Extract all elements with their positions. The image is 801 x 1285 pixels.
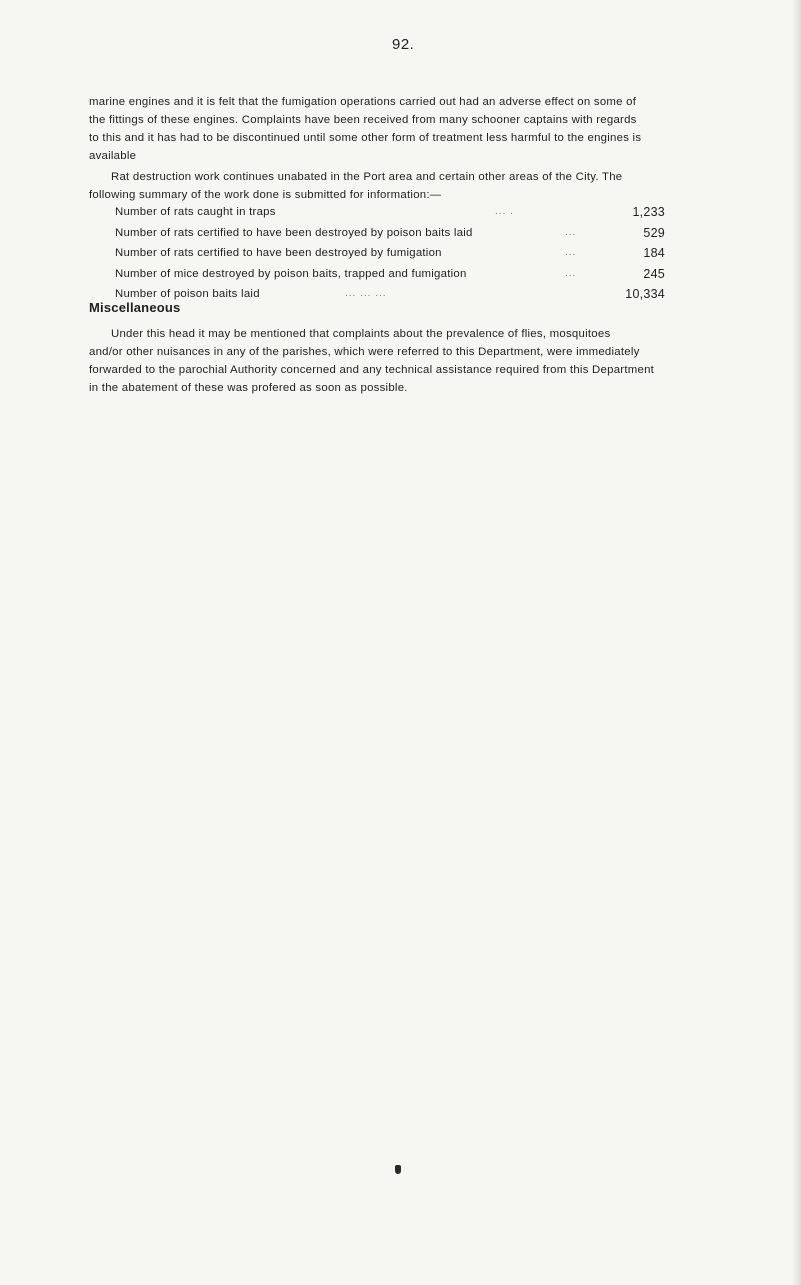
summary-leader: ... [565,267,577,279]
paragraph-miscellaneous [89,325,739,397]
summary-value: 245 [643,266,665,281]
paragraph-line: marine engines and it is felt that the fumigation operations carried out had an adverse effect on some of [89,96,637,108]
paragraph-line: forwarded to the parochial Authority concerned and any technical assistance required from this Department [89,364,655,376]
summary-leader: ... ... ... [345,288,387,299]
paragraph-line: Under this head it may be mentioned that complaints about the prevalence of flies, mosquitoes [111,328,611,340]
summary-value: 10,334 [625,287,665,301]
paragraph-line: and/or other nuisances in any of the parishes, which were referred to this Department, were immediately [89,346,640,358]
summary-label: Number of rats certified to have been destroyed by fumigation [115,247,442,259]
summary-value: 184 [643,246,665,260]
ink-mark [395,1165,401,1174]
summary-leader: ... [565,226,577,238]
page-edge-shadow [792,0,801,1285]
summary-value: 529 [643,225,665,240]
summary-value: 1,233 [632,205,665,219]
paragraph-line: available [89,150,137,162]
paragraph-fumigation [89,93,739,165]
paragraph-line: to this and it has had to be discontinued until some other form of treatment less harmful to the engines is [89,132,642,144]
summary-label: Number of poison baits laid [115,288,260,300]
paragraph-line: following summary of the work done is submitted for information:— [89,189,442,201]
summary-row [115,227,665,248]
summary-leader: ... [565,247,577,258]
summary-label: Number of rats caught in traps [115,206,276,218]
paragraph-line: the fittings of these engines. Complaints have been received from many schooner captains with regards [89,114,637,126]
page-number: 92. [392,36,415,53]
summary-row [115,206,665,227]
paragraph-line: in the abatement of these was profered as soon as possible. [89,382,408,394]
paragraph-rat-destruction [89,168,739,204]
summary-label: Number of rats certified to have been destroyed by poison baits laid [115,226,473,239]
summary-leader: ... . [495,206,514,217]
summary-label: Number of mice destroyed by poison baits, trapped and fumigation [115,267,467,280]
summary-row [115,247,665,268]
section-heading: Miscellaneous [89,300,181,315]
summary-table [115,206,665,309]
summary-row [115,288,665,309]
summary-row [115,268,665,289]
paragraph-line: Rat destruction work continues unabated in the Port area and certain other areas of the City. The [111,171,623,183]
